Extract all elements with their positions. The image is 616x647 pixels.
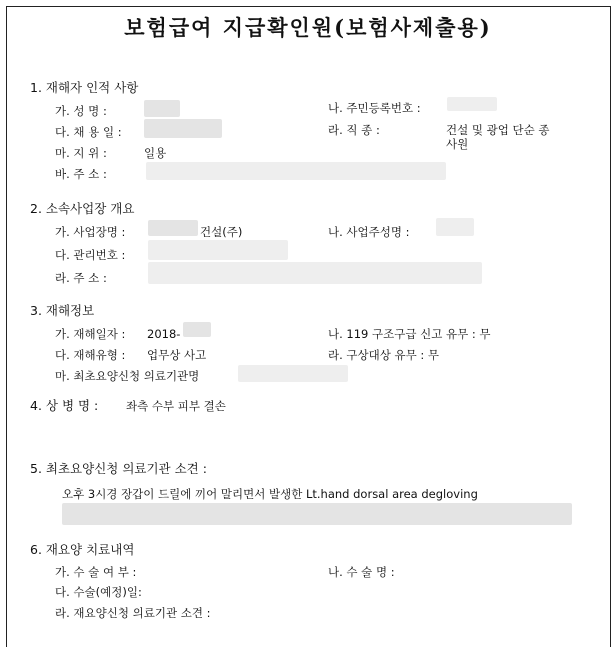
biz-address-label: 라. 주 소 : [55, 271, 107, 285]
re-treatment-opinion-label: 라. 재요양신청 의료기관 소견 : [55, 606, 211, 620]
redacted-name [144, 100, 180, 117]
third-party-label: 라. 구상대상 유무 : 무 [328, 348, 440, 362]
section-3-heading: 3. 재해정보 [30, 303, 95, 318]
section-2-heading: 2. 소속사업장 개요 [30, 201, 135, 216]
job-value-line2: 사원 [446, 137, 469, 151]
document-title: 보험급여 지급확인원(보험사제출용) [124, 15, 492, 40]
position-value: 일용 [144, 146, 167, 160]
redacted-owner [436, 218, 474, 236]
section-5-heading: 5. 최초요양신청 의료기관 소견 : [30, 461, 207, 476]
redacted-mgmt-number [148, 240, 288, 260]
section-4-heading: 4. 상 병 명 : [30, 398, 99, 413]
name-label: 가. 성 명 : [55, 104, 107, 118]
diagnosis-value: 좌측 수부 피부 결손 [126, 399, 226, 413]
position-label: 마. 지 위 : [55, 146, 107, 160]
redacted-biz-name [148, 220, 198, 236]
job-value: 건설 및 광업 단순 종 [446, 123, 550, 137]
redacted-rrn [447, 97, 497, 111]
address-label: 바. 주 소 : [55, 167, 107, 181]
accident-type-value: 업무상 사고 [147, 348, 207, 362]
redacted-accident-date [183, 322, 211, 337]
redacted-hire-date [144, 119, 222, 138]
redacted-hospital [238, 365, 348, 382]
surgery-label: 가. 수 술 여 부 : [55, 565, 137, 579]
redacted-opinion [62, 503, 572, 525]
surgery-name-label: 나. 수 술 명 : [328, 565, 395, 579]
biz-name-value: 건설(주) [200, 225, 243, 239]
redacted-biz-address [148, 262, 482, 284]
accident-type-label: 다. 재해유형 : [55, 348, 126, 362]
accident-date-value: 2018- [147, 327, 181, 341]
mgmt-number-label: 다. 관리번호 : [55, 248, 126, 262]
rrn-label: 나. 주민등록번호 : [328, 101, 421, 115]
section-6-heading: 6. 재요양 치료내역 [30, 542, 135, 557]
section-1-heading: 1. 재해자 인적 사항 [30, 80, 139, 95]
biz-name-label: 가. 사업장명 : [55, 225, 126, 239]
rescue-report-label: 나. 119 구조구급 신고 유무 : 무 [328, 327, 491, 341]
job-label: 라. 직 종 : [328, 123, 380, 137]
accident-date-label: 가. 재해일자 : [55, 327, 126, 341]
first-hospital-label: 마. 최초요양신청 의료기관명 [55, 369, 200, 383]
surgery-date-label: 다. 수술(예정)일: [55, 585, 142, 599]
hire-date-label: 다. 채 용 일 : [55, 125, 122, 139]
hospital-opinion-text: 오후 3시경 장갑이 드릴에 끼어 말리면서 발생한 Lt.hand dorsal area degloving [62, 487, 478, 501]
redacted-address [146, 162, 446, 180]
owner-label: 나. 사업주성명 : [328, 225, 410, 239]
